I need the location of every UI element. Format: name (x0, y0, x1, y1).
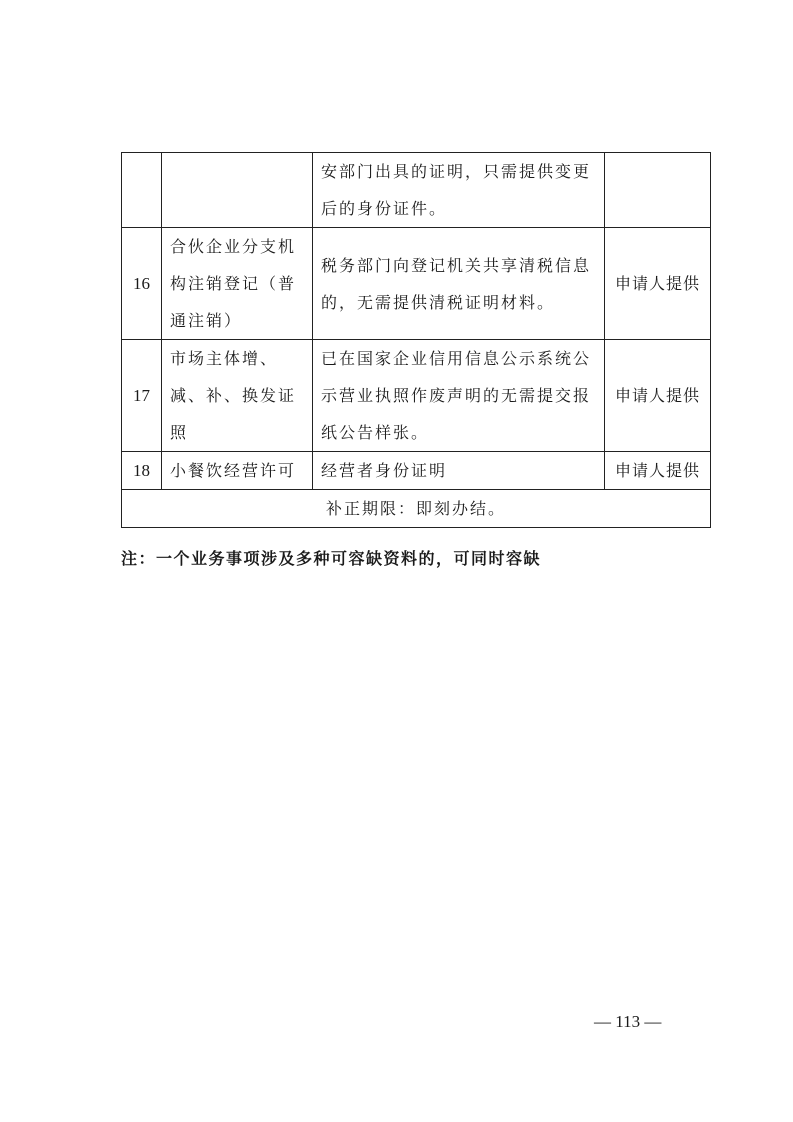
row-description: 已在国家企业信用信息公示系统公示营业执照作废声明的无需提交报纸公告样张。 (313, 340, 605, 452)
table-row (122, 340, 711, 452)
row-number: 16 (122, 228, 162, 340)
row-source: 申请人提供 (605, 340, 711, 452)
row-description: 安部门出具的证明，只需提供变更后的身份证件。 (313, 153, 605, 228)
row-number: 18 (122, 452, 162, 490)
row-item: 小餐饮经营许可 (162, 452, 313, 490)
deadline-note: 补正期限：即刻办结。 (122, 490, 711, 528)
table-row (122, 452, 711, 490)
materials-table (121, 152, 711, 528)
row-item: 市场主体增、减、补、换发证照 (162, 340, 313, 452)
row-number: 17 (122, 340, 162, 452)
row-item (162, 153, 313, 228)
table-row (122, 228, 711, 340)
row-description: 经营者身份证明 (313, 452, 605, 490)
footnote: 注：一个业务事项涉及多种可容缺资料的，可同时容缺 (121, 549, 542, 568)
table-footer-row (122, 490, 711, 528)
row-description: 税务部门向登记机关共享清税信息的，无需提供清税证明材料。 (313, 228, 605, 340)
row-source: 申请人提供 (605, 228, 711, 340)
page-number: — 113 — (594, 1012, 662, 1031)
row-item: 合伙企业分支机构注销登记（普通注销） (162, 228, 313, 340)
row-source: 申请人提供 (605, 452, 711, 490)
row-source (605, 153, 711, 228)
table-row (122, 153, 711, 228)
row-number (122, 153, 162, 228)
